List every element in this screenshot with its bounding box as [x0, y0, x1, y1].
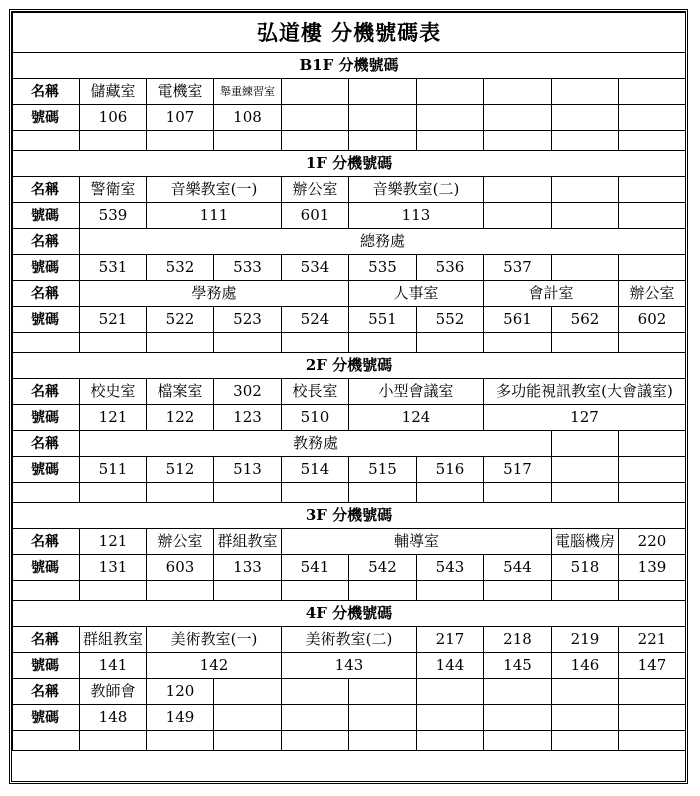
2f-num-cell: 512 — [147, 457, 214, 483]
2f-num-cell: 124 — [349, 405, 484, 431]
2f-num-cell: 121 — [80, 405, 147, 431]
3f-name-cell: 220 — [619, 529, 686, 555]
2f-name-cell: 校史室 — [80, 379, 147, 405]
b1f-name-cell: 舉重練習室 — [214, 79, 282, 105]
2f-name-cell: 302 — [214, 379, 282, 405]
b1f-name-cell: 儲藏室 — [80, 79, 147, 105]
2f-name-cell: 多功能視訊教室(大會議室) — [484, 379, 686, 405]
1f-name-cell: 學務處 — [80, 281, 349, 307]
1f-num-cell: 534 — [282, 255, 349, 281]
row-label-num: 號碼 — [13, 705, 80, 731]
row-label-name: 名稱 — [13, 529, 80, 555]
3f-num-cell: 544 — [484, 555, 552, 581]
2f-name-cell: 小型會議室 — [349, 379, 484, 405]
extension-table — [12, 12, 686, 751]
4f-name-cell: 218 — [484, 627, 552, 653]
1f-name-cell: 辦公室 — [282, 177, 349, 203]
4f-num-cell: 149 — [147, 705, 214, 731]
3f-num-cell: 541 — [282, 555, 349, 581]
1f-num-cell: 113 — [349, 203, 484, 229]
4f-num-cell: 141 — [80, 653, 147, 679]
1f-num-cell: 552 — [417, 307, 484, 333]
row-label-num: 號碼 — [13, 255, 80, 281]
3f-name-cell: 電腦機房 — [552, 529, 619, 555]
2f-name-cell: 檔案室 — [147, 379, 214, 405]
3f-num-cell: 518 — [552, 555, 619, 581]
1f-num-cell: 524 — [282, 307, 349, 333]
row-label-name: 名稱 — [13, 177, 80, 203]
4f-num-cell: 146 — [552, 653, 619, 679]
row-label-num: 號碼 — [13, 555, 80, 581]
3f-name-cell: 群組教室 — [214, 529, 282, 555]
2f-num-cell: 515 — [349, 457, 417, 483]
1f-name-cell: 會計室 — [484, 281, 619, 307]
b1f-heading: B1F 分機號碼 — [13, 53, 686, 79]
2f-num-cell: 510 — [282, 405, 349, 431]
1f-num-cell: 537 — [484, 255, 552, 281]
3f-num-cell: 603 — [147, 555, 214, 581]
row-label-num: 號碼 — [13, 105, 80, 131]
4f-num-cell: 147 — [619, 653, 686, 679]
2f-heading: 2F 分機號碼 — [13, 353, 686, 379]
row-label-name: 名稱 — [13, 431, 80, 457]
1f-num-cell: 562 — [552, 307, 619, 333]
4f-num-cell: 142 — [147, 653, 282, 679]
1f-num-cell: 551 — [349, 307, 417, 333]
1f-num-cell: 523 — [214, 307, 282, 333]
4f-heading: 4F 分機號碼 — [13, 601, 686, 627]
3f-num-cell: 131 — [80, 555, 147, 581]
row-label-name: 名稱 — [13, 281, 80, 307]
row-label-num: 號碼 — [13, 653, 80, 679]
4f-name-cell: 教師會 — [80, 679, 147, 705]
3f-name-cell: 輔導室 — [282, 529, 552, 555]
2f-num-cell: 516 — [417, 457, 484, 483]
b1f-num-cell: 106 — [80, 105, 147, 131]
3f-num-cell: 139 — [619, 555, 686, 581]
row-label-name: 名稱 — [13, 229, 80, 255]
1f-num-cell: 531 — [80, 255, 147, 281]
1f-num-cell: 601 — [282, 203, 349, 229]
3f-heading: 3F 分機號碼 — [13, 503, 686, 529]
1f-num-cell: 602 — [619, 307, 686, 333]
1f-name-cell: 警衛室 — [80, 177, 147, 203]
2f-num-cell: 513 — [214, 457, 282, 483]
1f-num-cell: 535 — [349, 255, 417, 281]
2f-num-cell: 514 — [282, 457, 349, 483]
2f-num-cell: 511 — [80, 457, 147, 483]
1f-name-cell: 人事室 — [349, 281, 484, 307]
1f-name-cell: 音樂教室(二) — [349, 177, 484, 203]
3f-num-cell: 133 — [214, 555, 282, 581]
row-label-num: 號碼 — [13, 457, 80, 483]
1f-name-cell: 音樂教室(一) — [147, 177, 282, 203]
4f-name-cell: 美術教室(一) — [147, 627, 282, 653]
3f-name-cell: 辦公室 — [147, 529, 214, 555]
4f-num-cell: 148 — [80, 705, 147, 731]
3f-num-cell: 543 — [417, 555, 484, 581]
1f-heading: 1F 分機號碼 — [13, 151, 686, 177]
2f-academic-affairs: 教務處 — [80, 431, 552, 457]
4f-name-cell: 219 — [552, 627, 619, 653]
row-label-name: 名稱 — [13, 379, 80, 405]
1f-general-affairs: 總務處 — [80, 229, 686, 255]
4f-num-cell: 143 — [282, 653, 417, 679]
1f-num-cell: 111 — [147, 203, 282, 229]
row-label-num: 號碼 — [13, 405, 80, 431]
2f-name-cell: 校長室 — [282, 379, 349, 405]
b1f-name-cell: 電機室 — [147, 79, 214, 105]
1f-name-cell: 辦公室 — [619, 281, 686, 307]
4f-name-cell: 120 — [147, 679, 214, 705]
1f-num-cell: 536 — [417, 255, 484, 281]
page-title: 弘道樓 分機號碼表 — [13, 13, 686, 53]
2f-num-cell: 123 — [214, 405, 282, 431]
1f-num-cell: 522 — [147, 307, 214, 333]
row-label-name: 名稱 — [13, 79, 80, 105]
1f-num-cell: 532 — [147, 255, 214, 281]
b1f-num-cell: 107 — [147, 105, 214, 131]
row-label-num: 號碼 — [13, 203, 80, 229]
4f-num-cell: 145 — [484, 653, 552, 679]
4f-name-cell: 217 — [417, 627, 484, 653]
4f-name-cell: 群組教室 — [80, 627, 147, 653]
4f-num-cell: 144 — [417, 653, 484, 679]
row-label-num: 號碼 — [13, 307, 80, 333]
4f-name-cell: 美術教室(二) — [282, 627, 417, 653]
1f-num-cell: 539 — [80, 203, 147, 229]
1f-num-cell: 533 — [214, 255, 282, 281]
1f-num-cell: 521 — [80, 307, 147, 333]
2f-num-cell: 517 — [484, 457, 552, 483]
4f-name-cell: 221 — [619, 627, 686, 653]
1f-num-cell: 561 — [484, 307, 552, 333]
row-label-name: 名稱 — [13, 679, 80, 705]
b1f-num-cell: 108 — [214, 105, 282, 131]
row-label-name: 名稱 — [13, 627, 80, 653]
3f-num-cell: 542 — [349, 555, 417, 581]
2f-num-cell: 127 — [484, 405, 686, 431]
2f-num-cell: 122 — [147, 405, 214, 431]
3f-name-cell: 121 — [80, 529, 147, 555]
